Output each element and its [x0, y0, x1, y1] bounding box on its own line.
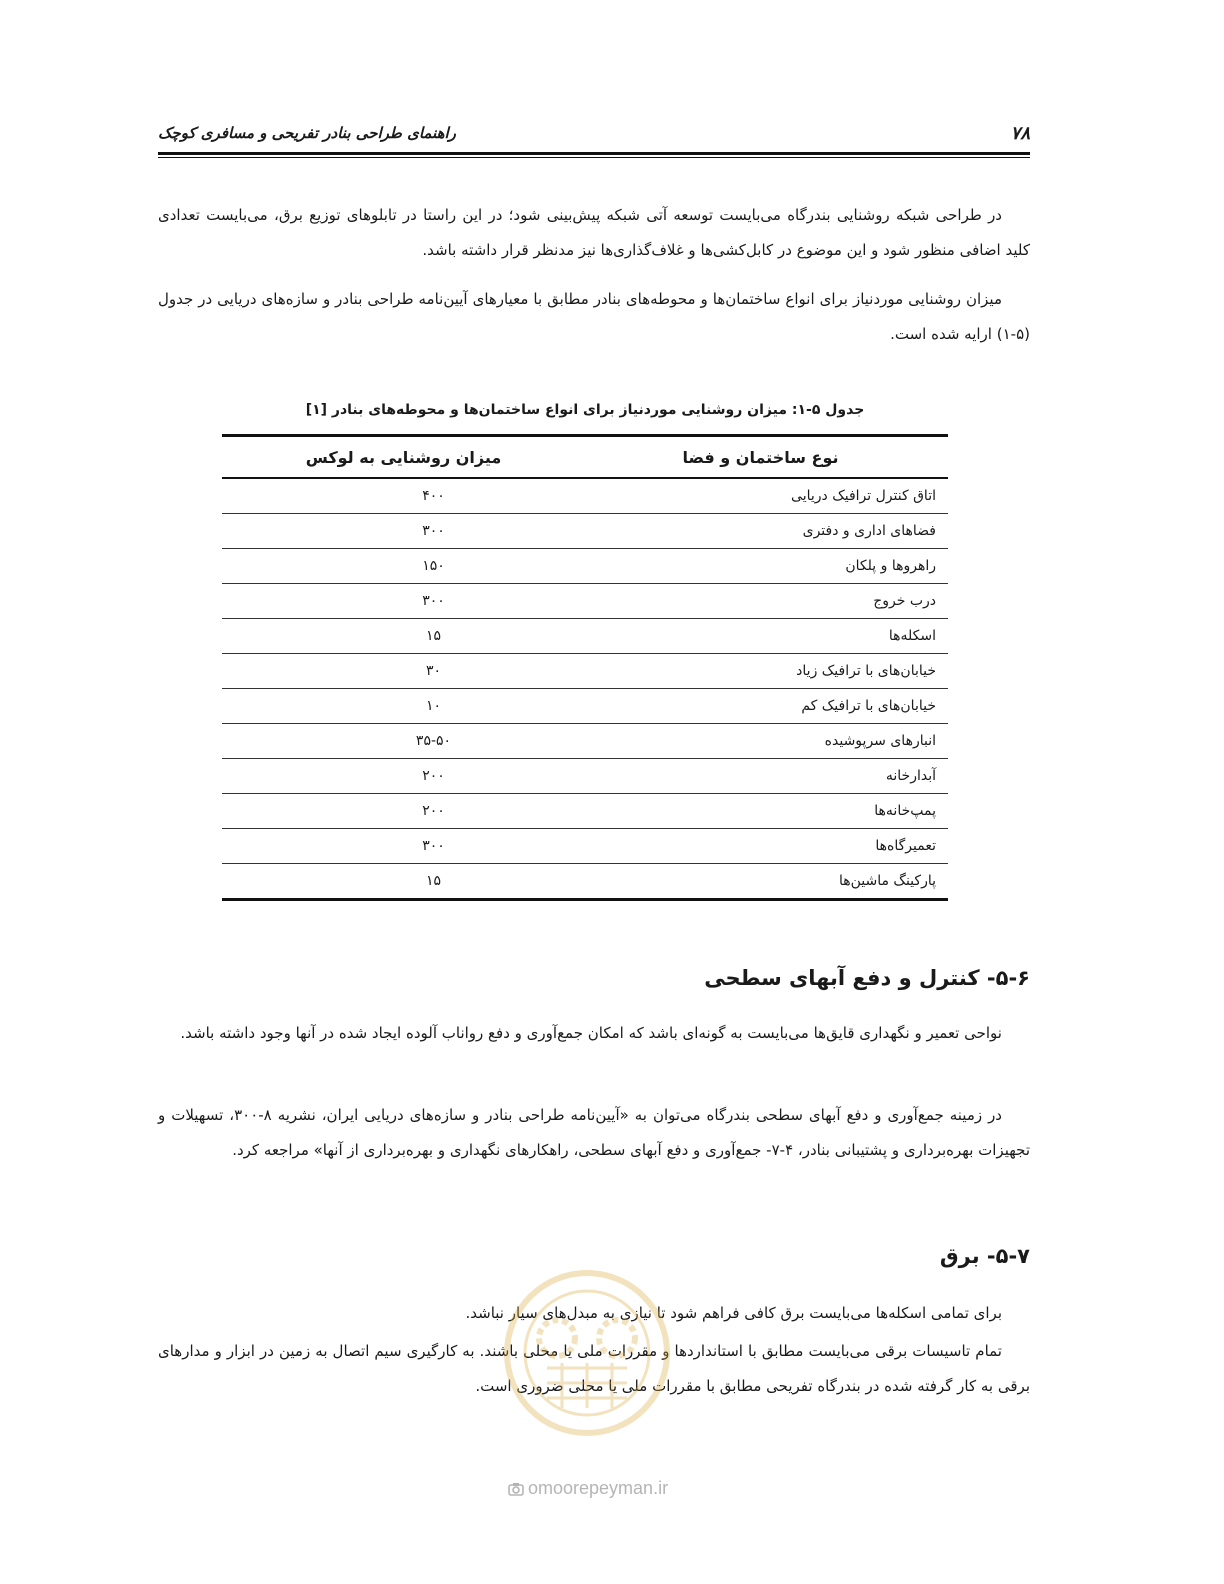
page-number: ۷۸ [1010, 122, 1030, 144]
table-row [222, 829, 948, 864]
lighting-table [222, 434, 948, 901]
cell-lux-cell [222, 794, 585, 829]
cell-lux-cell [222, 478, 585, 514]
column-header-lux: میزان روشنایی به لوکس [222, 436, 585, 479]
table-row [222, 689, 948, 724]
cell-lux-value: ۲۰۰ [422, 803, 445, 819]
table-header-row [222, 436, 948, 479]
section-heading-surface-water: ۵-۶- کنترل و دفع آبهای سطحی [704, 966, 1030, 990]
cell-lux-cell [222, 549, 585, 584]
paragraph-lighting-levels: میزان روشنایی موردنیاز برای انواع ساختمان‌ها و محوطه‌های بنادر مطابق با معیارهای آیین‌نامه طراحی بنادر و سازه‌های دریایی در جدول (۵-۱) ارایه شده است. [158, 290, 1030, 343]
paragraph-lighting-network: در طراحی شبکه روشنایی بندرگاه می‌بایست توسعه آتی شبکه پیش‌بینی شود؛ در این راستا در تابلوهای توزیع برق، می‌بایست تعدادی کلید اضافی منظور شود و این موضوع در کابل‌کشی‌ها و غلاف‌گذاری‌ها نیز مدنظر قرار داشته باشد. [158, 206, 1030, 259]
table-body [222, 478, 948, 900]
cell-lux-value: ۱۵۰ [422, 558, 445, 574]
header-rule-thin [158, 157, 1030, 158]
table-row [222, 864, 948, 900]
table-row [222, 514, 948, 549]
cell-lux-value: ۳۰۰ [422, 838, 445, 854]
table-row [222, 584, 948, 619]
table-row [222, 654, 948, 689]
watermark-site [508, 1478, 708, 1499]
table-row [222, 794, 948, 829]
paragraph-dock-power: برای تمامی اسکله‌ها می‌بایست برق کافی فراهم شود تا نیازی به مبدل‌های سیار نباشد. [465, 1304, 1002, 1322]
cell-lux-cell [222, 584, 585, 619]
cell-space-name: پارکینگ ماشین‌ها [838, 873, 936, 889]
cell-lux-value: ۴۰۰ [422, 488, 445, 504]
cell-space-name: خیابان‌های با ترافیک زیاد [585, 654, 948, 689]
cell-lux-value: ۱۵ [425, 873, 442, 889]
cell-lux-cell [222, 619, 585, 654]
cell-lux-cell [222, 514, 585, 549]
cell-lux-value: ۳۵-۵۰ [415, 733, 452, 749]
watermark-logo [502, 1268, 672, 1438]
cell-space-name: اتاق کنترل ترافیک دریایی [585, 478, 948, 514]
header-rule [158, 152, 1030, 155]
cell-space-name: راهروها و پلکان [585, 549, 948, 584]
cell-space-name: آبدارخانه [585, 759, 948, 794]
cell-space-name: پمپ‌خانه‌ها [585, 794, 948, 829]
cell-space-name: درب خروج [585, 584, 948, 619]
table-row [222, 549, 948, 584]
table-row [222, 724, 948, 759]
cell-lux-value: ۱۰ [425, 698, 442, 714]
cell-lux-value: ۳۰ [425, 663, 442, 679]
table-row [222, 478, 948, 514]
section-heading-electricity: ۵-۷- برق [939, 1244, 1030, 1268]
table-row [222, 759, 948, 794]
table-caption: جدول ۵-۱: میزان روشنایی موردنیاز برای انواع ساختمان‌ها و محوطه‌های بنادر [۱] [305, 402, 865, 418]
paragraph-boat-repair-runoff: نواحی تعمیر و نگهداری قایق‌ها می‌بایست به گونه‌ای باشد که امکان جمع‌آوری و دفع رواناب آلوده ایجاد شده در آنها وجود داشته باشد. [180, 1024, 1002, 1042]
running-title: راهنمای طراحی بنادر تفریحی و مسافری کوچک [158, 124, 456, 142]
paragraph-electrical-standards: تمام تاسیسات برقی می‌بایست مطابق با استانداردها و مقررات ملی یا محلی باشند. به کارگیری سیم اتصال به زمین در ابزار و مدارهای برقی به کار گرفته شده در بندرگاه تفریحی مطابق با مقررات ملی یا محلی ضروری است. [158, 1342, 1030, 1395]
cell-lux-value: ۱۵ [425, 628, 442, 644]
cell-lux-value: ۲۰۰ [422, 768, 445, 784]
cell-space-name: انبارهای سرپوشیده [585, 724, 948, 759]
cell-space-name: فضاهای اداری و دفتری [585, 514, 948, 549]
cell-lux-cell [222, 759, 585, 794]
cell-lux-cell [222, 654, 585, 689]
watermark-site-text: omoorepeyman.ir [528, 1478, 669, 1498]
paragraph-surface-water-reference: در زمینه جمع‌آوری و دفع آبهای سطحی بندرگاه می‌توان به «آیین‌نامه طراحی بنادر و سازه‌های دریایی ایران، نشریه ۸-۳۰۰، تسهیلات و تجهیزات بهره‌برداری و پشتیبانی بنادر، ۴-۷- جمع‌آوری و دفع آبهای سطحی، راهکارهای نگهداری و بهره‌برداری از آنها» مراجعه کرد. [158, 1106, 1030, 1159]
cell-lux-cell [222, 689, 585, 724]
cell-space-name: خیابان‌های با ترافیک کم [585, 689, 948, 724]
cell-space-name: تعمیرگاه‌ها [585, 829, 948, 864]
cell-lux-value: ۳۰۰ [422, 593, 445, 609]
cell-space-name: اسکله‌ها [585, 619, 948, 654]
camera-icon [508, 1482, 524, 1496]
cell-lux-value: ۳۰۰ [422, 523, 445, 539]
cell-lux-cell [222, 829, 585, 864]
table-row [222, 619, 948, 654]
cell-lux-cell [222, 864, 585, 900]
column-header-space: نوع ساختمان و فضا [585, 436, 948, 479]
cell-lux-cell [222, 724, 585, 759]
page-header [158, 116, 1030, 150]
